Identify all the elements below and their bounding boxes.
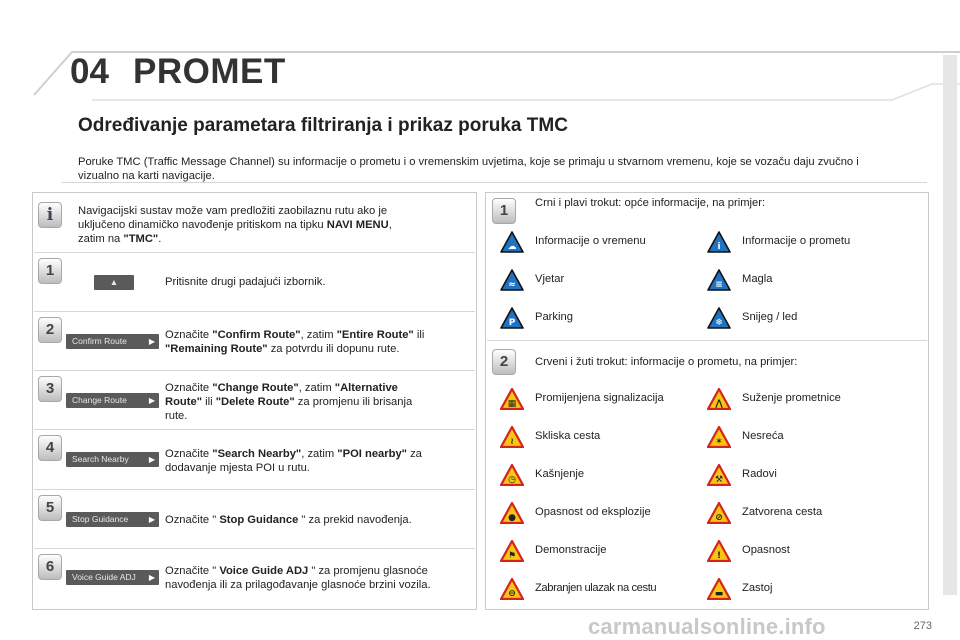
text: Označite [165,448,213,460]
svg-text:●: ● [508,513,516,523]
step-4-text [165,447,470,475]
closed-road-icon [707,502,731,524]
svg-text:☁: ☁ [507,242,517,252]
text: za promjenu ili brisanja [294,396,413,408]
step-2-line1 [165,328,470,342]
sign-label: Informacije o prometu [742,235,851,247]
info-line2-end: , [388,219,392,231]
slippery-road-icon [500,426,524,448]
intro-text: Poruke TMC (Traffic Message Channel) su informacije o prometu i o vremenskim uvjetima, koje se primaju u stvarnom vremenu, koje se vozaču daju zvučno i vizualno na karti navigacije. [78,156,859,182]
danger-icon [707,540,731,562]
svg-text:i: i [717,242,721,252]
change-route-label: Change Route [72,395,127,405]
bold-text: "Entire Route" [336,329,414,341]
step-3-text [165,381,470,423]
voice-guide-adj-label: Voice Guide ADJ [72,572,136,582]
text: Označite [165,329,213,341]
sign-label: Snijeg / led [742,311,798,323]
stop-guidance-label: Stop Guidance [72,514,129,524]
chevron-right-icon: ▶ [148,455,155,464]
step-5-text [165,513,470,527]
text: , zatim [300,329,337,341]
sign-label: Promijenjena signalizacija [535,392,664,404]
demonstration-icon [500,540,524,562]
info-line2-text: uključeno dinamičko navođenje pritiskom na tipku [78,219,327,231]
bold-text: "Change Route" [212,382,299,394]
sign-label: Suženje prometnice [742,392,841,404]
sign-label: Nesreća [742,430,784,442]
change-route-button[interactable] [66,393,159,408]
page-number: 273 [913,620,932,632]
up-arrow-icon: ▲ [109,277,119,287]
svg-text:P: P [508,318,516,328]
navi-menu-key: NAVI MENU [326,219,389,231]
search-nearby-button[interactable] [66,452,159,467]
info-line3-end: . [158,233,162,245]
svg-text:!: ! [716,551,722,561]
svg-text:▬: ▬ [714,589,724,599]
svg-text:≡: ≡ [715,280,723,290]
sign-label: Opasnost od eksplozije [535,506,651,518]
group-1-badge: 1 [492,198,516,224]
svg-text:⚑: ⚑ [507,551,517,561]
step-2-line2 [165,342,470,356]
divider [34,489,475,490]
sign-label: Opasnost [742,544,790,556]
bold-text: "POI nearby" [337,448,407,460]
sign-label: Zabranjen ulazak na cestu [535,582,657,594]
bold-text: Route" [165,396,202,408]
info-text [78,204,468,246]
sign-label: Radovi [742,468,777,480]
svg-text:⊘: ⊘ [715,513,723,523]
svg-text:◷: ◷ [508,475,516,485]
step-4-badge: 4 [38,435,62,461]
sign-label: Parking [535,311,573,323]
traffic-info-icon [707,231,731,253]
divider [34,370,475,371]
sign-label: Zatvorena cesta [742,506,823,518]
roadworks-icon [707,464,731,486]
step-2-badge: 2 [38,317,62,343]
svg-text:▦: ▦ [507,399,517,409]
text: " za promjenu glasnoće [308,565,428,577]
fog-icon [707,269,731,291]
stop-guidance-button[interactable] [66,512,159,527]
text: ili [413,329,425,341]
svg-text:✶: ✶ [715,437,723,447]
svg-text:⋀: ⋀ [715,399,723,409]
bold-text: "Delete Route" [215,396,295,408]
no-entry-icon [500,578,524,600]
divider [487,340,927,341]
bold-text: "Remaining Route" [165,343,268,355]
step-3-badge: 3 [38,376,62,402]
step-6-badge: 6 [38,554,62,580]
info-line3-text: zatim na [78,233,124,245]
text: ili [202,396,216,408]
text: " za prekid navođenja. [298,514,412,526]
sign-label: Skliska cesta [535,430,601,442]
sign-label: Zastoj [742,582,773,594]
svg-text:≀: ≀ [510,437,514,447]
divider [34,252,475,253]
weather-icon [500,231,524,253]
parking-icon [500,307,524,329]
confirm-route-button[interactable] [66,334,159,349]
text: Označite " [165,565,220,577]
tmc-key: "TMC" [123,233,159,245]
chevron-right-icon: ▶ [148,515,155,524]
watermark: carmanualsonline.info [588,614,826,639]
wind-icon [500,269,524,291]
chevron-right-icon: ▶ [148,573,155,582]
snow-icon [707,307,731,329]
voice-guide-adj-button[interactable] [66,570,159,585]
step-3-line2 [165,395,470,409]
svg-text:⚒: ⚒ [714,475,724,485]
accident-icon [707,426,731,448]
sign-label: Magla [742,273,773,285]
chevron-right-icon: ▶ [148,396,155,405]
sign-label: Kašnjenje [535,468,585,480]
step-5-badge: 5 [38,495,62,521]
chapter-number: 04 [70,52,109,91]
step-3-line3: rute. [165,410,188,422]
chevron-right-icon: ▶ [148,337,155,346]
svg-text:⊖: ⊖ [508,589,516,599]
step-2-text [165,328,470,356]
bold-text: Stop Guidance [219,514,299,526]
text: za [406,448,422,460]
delay-icon [500,464,524,486]
group-2-heading: Crveni i žuti trokut: informacije o prometu, na primjer: [535,356,798,368]
info-line3 [78,232,468,246]
divider [34,429,475,430]
sign-label: Demonstracije [535,544,607,556]
step-4-line2: dodavanje mjesta POI u rutu. [165,462,310,474]
info-line1: Navigacijski sustav može vam predložiti zaobilaznu rutu ako je [78,205,388,217]
step-1-text: Pritisnite drugi padajući izbornik. [165,276,326,288]
section-title: Određivanje parametara filtriranja i prikaz poruka TMC [78,115,568,136]
bold-text: "Confirm Route" [212,329,301,341]
divider [34,548,475,549]
text: Označite " [165,514,220,526]
confirm-route-label: Confirm Route [72,336,127,346]
text: , zatim [301,448,338,460]
step-6-line1 [165,564,475,578]
step-4-line1 [165,447,470,461]
info-icon: i [38,202,62,228]
group-2-badge: 2 [492,349,516,375]
text: Označite [165,382,213,394]
bold-text: "Alternative [334,382,398,394]
step-3-line1 [165,381,470,395]
search-nearby-label: Search Nearby [72,454,129,464]
bold-text: Voice Guide ADJ [219,565,309,577]
text: , zatim [298,382,335,394]
road-narrowing-icon [707,388,731,410]
group-1-heading: Crni i plavi trokut: opće informacije, na primjer: [535,197,766,209]
sign-label: Vjetar [535,273,565,285]
step-1-badge: 1 [38,258,62,284]
page-edge-rail [943,55,957,595]
traffic-jam-icon [707,578,731,600]
scroll-up-button[interactable] [94,275,134,290]
info-line2 [78,218,468,232]
text: za potvrdu ili dopunu rute. [267,343,400,355]
divider [34,311,475,312]
explosion-icon [500,502,524,524]
svg-text:≈: ≈ [508,280,516,290]
sign-label: Informacije o vremenu [535,235,646,247]
step-6-text [165,564,475,592]
step-6-line2: navođenja ili za prilagođavanje glasnoće brzini vozila. [165,579,431,591]
chapter-title: PROMET [133,52,286,91]
changed-signals-icon [500,388,524,410]
svg-text:❄: ❄ [715,318,723,328]
bold-text: "Search Nearby" [212,448,302,460]
